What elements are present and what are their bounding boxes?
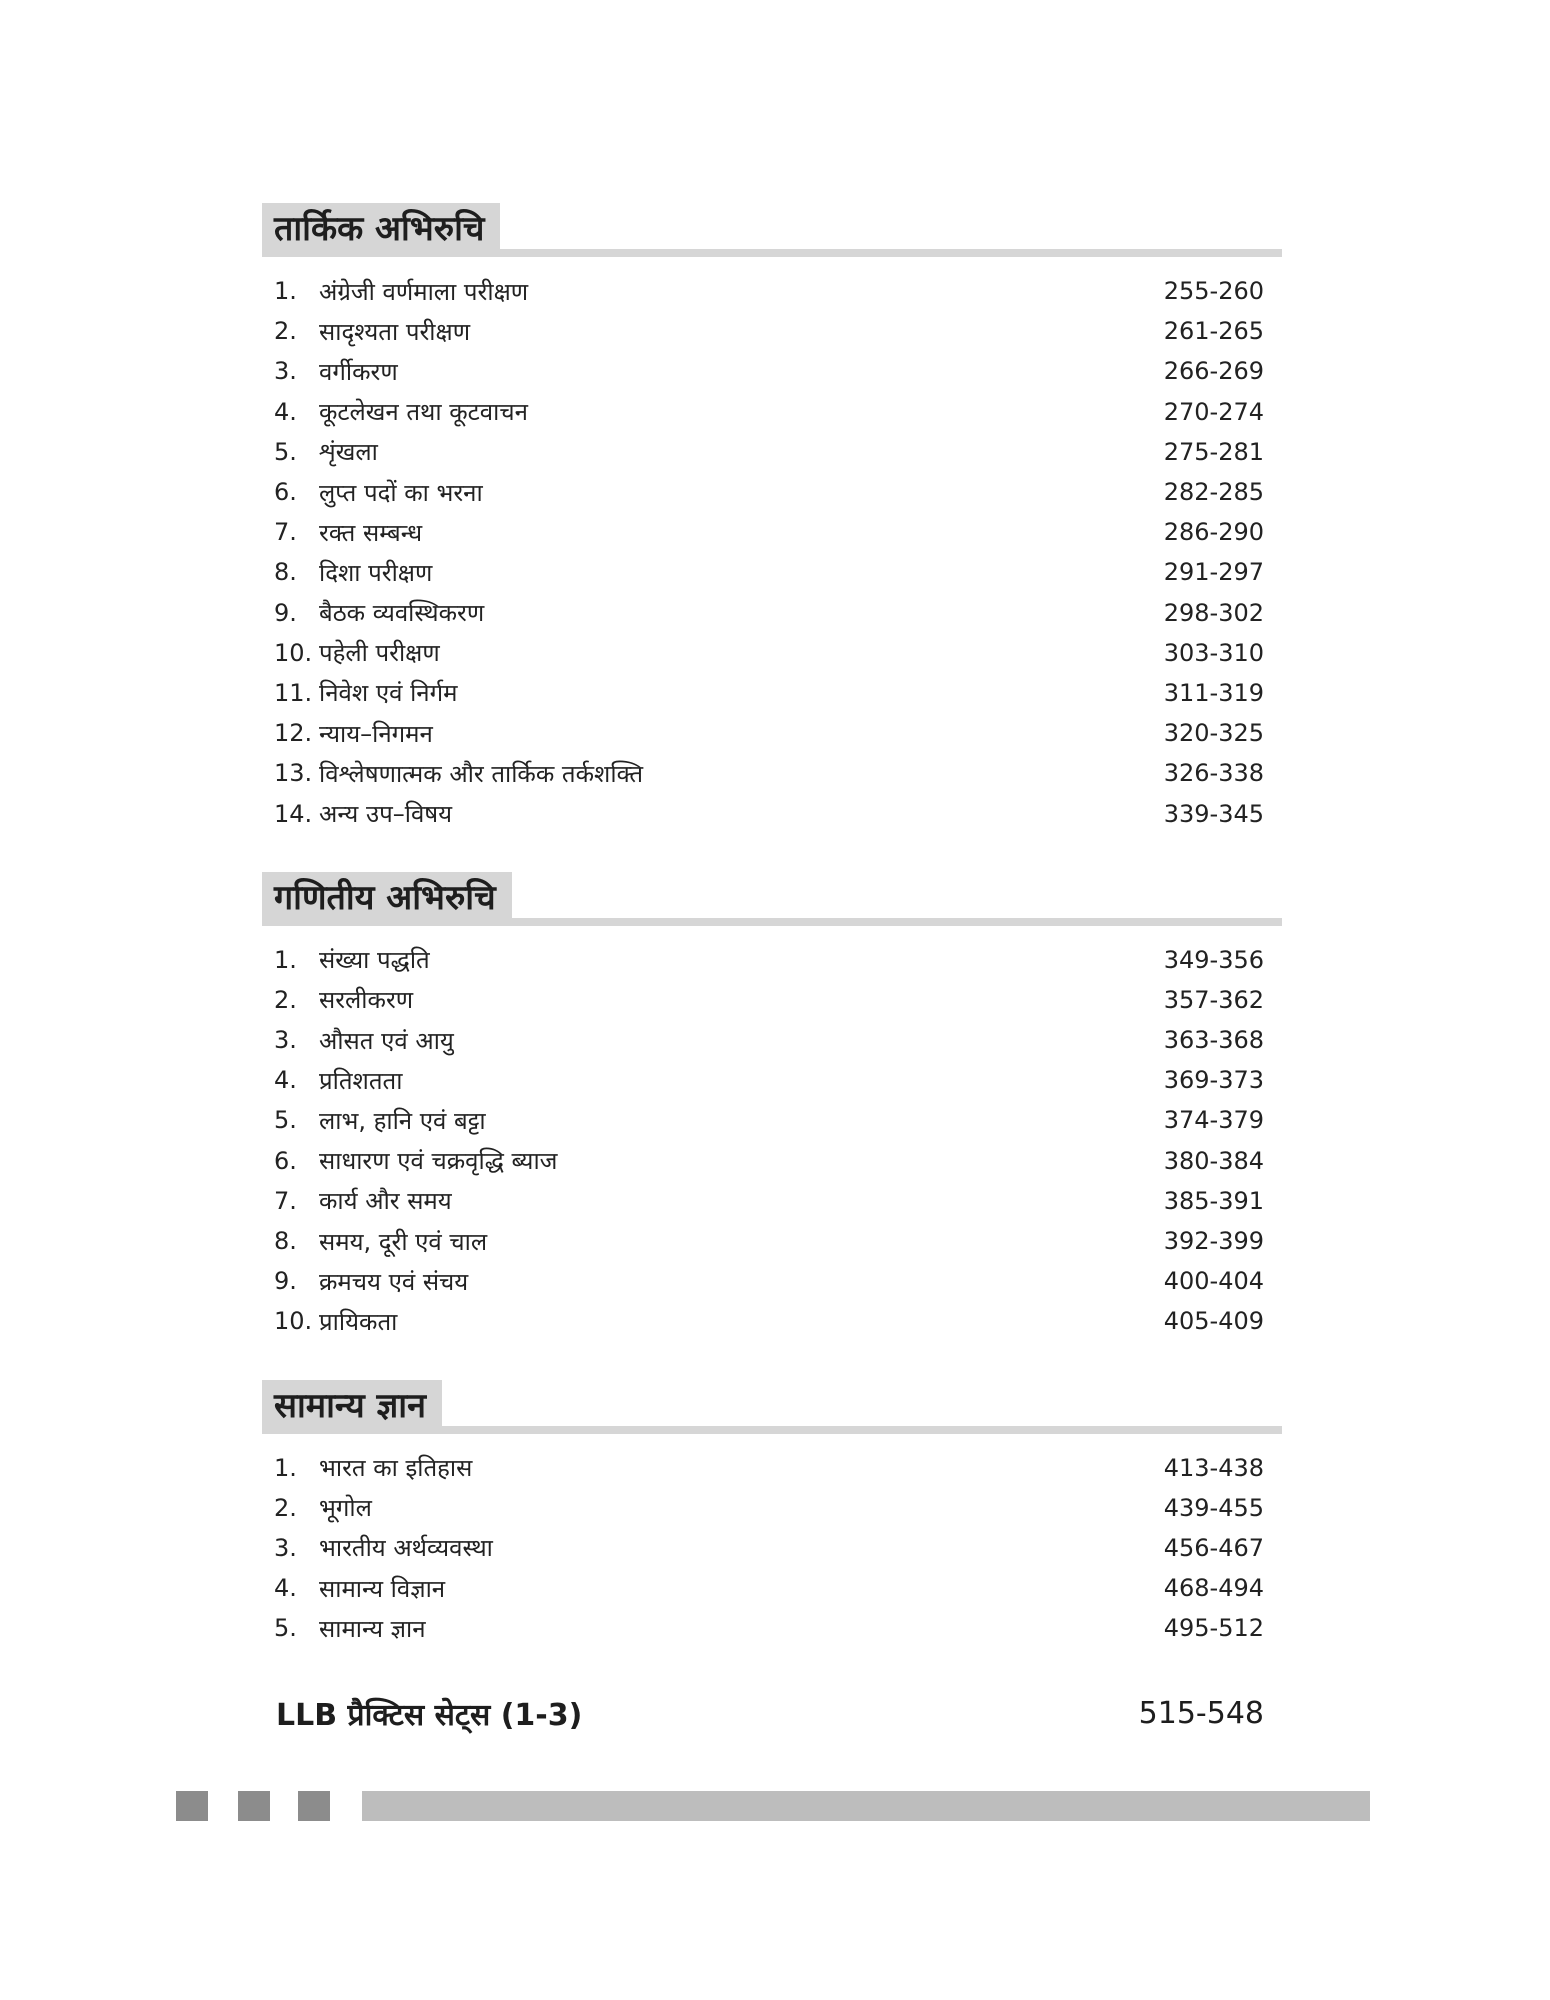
item-number: 2. [274,317,297,346]
list-item [262,472,1282,512]
item-number: 13. [274,759,313,788]
list-item [262,673,1282,713]
item-number: 6. [274,1146,297,1175]
item-number: 8. [274,558,297,587]
item-pages: 468-494 [1163,1574,1264,1603]
item-number: 4. [274,397,297,426]
item-label: औसत एवं आयु [319,1026,454,1055]
list-item [262,552,1282,592]
item-number: 5. [274,1614,297,1643]
item-pages: 261-265 [1163,317,1264,346]
section-header [262,872,1282,926]
footer-square [176,1791,208,1821]
item-label: वर्गीकरण [319,357,398,386]
item-label: न्याय–निगमन [319,719,433,748]
list-item [262,1060,1282,1100]
list-item [262,1568,1282,1608]
list-item [262,1448,1282,1488]
item-label: संख्या पद्धति [319,946,430,975]
item-number: 11. [274,678,313,707]
item-pages: 303-310 [1163,638,1264,667]
item-label: कूटलेखन तथा कूटवाचन [319,398,528,427]
item-pages: 275-281 [1163,437,1264,466]
list-item [262,432,1282,472]
item-number: 3. [274,1533,297,1562]
item-pages: 298-302 [1163,598,1264,627]
item-pages: 311-319 [1163,678,1264,707]
item-number: 1. [274,1453,297,1482]
list-item [262,1528,1282,1568]
item-label: शृंखला [319,438,378,467]
item-label: भूगोल [319,1494,372,1523]
item-pages: 495-512 [1163,1614,1264,1643]
topic-list [262,940,1282,1342]
list-item [262,271,1282,311]
item-number: 6. [274,478,297,507]
item-pages: 374-379 [1163,1106,1264,1135]
list-item [262,1181,1282,1221]
item-label: क्रमचय एवं संचय [319,1267,469,1296]
list-item [262,1608,1282,1648]
list-item [262,1100,1282,1140]
item-label: पहेली परीक्षण [319,639,440,668]
item-pages: 456-467 [1163,1533,1264,1562]
item-label: सामान्य विज्ञान [319,1574,446,1603]
practice-sets-label: LLB प्रैक्टिस सेट्स (1-3) [276,1697,583,1733]
item-label: दिशा परीक्षण [319,558,433,587]
item-number: 1. [274,277,297,306]
item-pages: 266-269 [1163,357,1264,386]
item-label: निवेश एवं निर्गम [319,679,458,708]
section-header [262,1380,1282,1434]
item-label: सरलीकरण [319,986,414,1015]
item-number: 4. [274,1066,297,1095]
list-item [262,512,1282,552]
item-number: 12. [274,719,313,748]
item-number: 9. [274,1267,297,1296]
item-number: 3. [274,357,297,386]
section-title: तार्किक अभिरुचि [262,203,500,257]
item-label: प्रतिशतता [319,1066,403,1095]
item-number: 3. [274,1026,297,1055]
practice-sets-entry [262,1686,1282,1740]
item-pages: 357-362 [1163,985,1264,1014]
item-number: 9. [274,598,297,627]
item-pages: 439-455 [1163,1493,1264,1522]
item-pages: 363-368 [1163,1026,1264,1055]
list-item [262,940,1282,980]
footer-bar [362,1791,1370,1821]
item-label: भारतीय अर्थव्यवस्था [319,1534,493,1563]
item-pages: 320-325 [1163,719,1264,748]
topic-list [262,271,1282,834]
item-number: 7. [274,1186,297,1215]
list-item [262,980,1282,1020]
list-item [262,793,1282,833]
item-pages: 400-404 [1163,1267,1264,1296]
list-item [262,593,1282,633]
item-pages: 385-391 [1163,1186,1264,1215]
item-pages: 339-345 [1163,799,1264,828]
item-number: 5. [274,1106,297,1135]
item-pages: 369-373 [1163,1066,1264,1095]
item-label: साधारण एवं चक्रवृद्धि ब्याज [319,1147,558,1176]
item-label: रक्त सम्बन्ध [319,518,423,547]
section-mathematical-aptitude [262,872,1282,1342]
list-item [262,1261,1282,1301]
list-item [262,713,1282,753]
item-pages: 282-285 [1163,478,1264,507]
item-label: विश्लेषणात्मक और तार्किक तर्कशक्ति [319,759,644,788]
item-pages: 326-338 [1163,759,1264,788]
list-item [262,1141,1282,1181]
item-label: भारत का इतिहास [319,1454,473,1483]
item-number: 7. [274,518,297,547]
footer-square [238,1791,270,1821]
section-logical-aptitude [262,203,1282,834]
list-item [262,311,1282,351]
item-number: 10. [274,638,313,667]
item-pages: 255-260 [1163,277,1264,306]
item-label: समय, दूरी एवं चाल [319,1227,488,1256]
item-label: अन्य उप–विषय [319,800,453,829]
item-pages: 286-290 [1163,518,1264,547]
list-item [262,1301,1282,1341]
item-pages: 413-438 [1163,1453,1264,1482]
item-number: 1. [274,945,297,974]
item-label: लुप्त पदों का भरना [319,478,483,507]
table-of-contents [262,203,1282,1740]
item-label: कार्य और समय [319,1187,452,1216]
practice-sets-pages: 515-548 [1138,1695,1264,1731]
item-pages: 380-384 [1163,1146,1264,1175]
section-header [262,203,1282,257]
item-pages: 392-399 [1163,1227,1264,1256]
item-number: 2. [274,1493,297,1522]
list-item [262,351,1282,391]
item-number: 10. [274,1307,313,1336]
item-label: सामान्य ज्ञान [319,1614,426,1643]
list-item [262,753,1282,793]
list-item [262,633,1282,673]
item-number: 8. [274,1227,297,1256]
item-pages: 291-297 [1163,558,1264,587]
item-label: लाभ, हानि एवं बट्टा [319,1106,486,1135]
section-title: गणितीय अभिरुचि [262,872,512,926]
item-label: प्रायिकता [319,1307,398,1336]
item-pages: 405-409 [1163,1307,1264,1336]
topic-list [262,1448,1282,1649]
list-item [262,1221,1282,1261]
section-general-knowledge [262,1380,1282,1649]
list-item [262,392,1282,432]
item-pages: 270-274 [1163,397,1264,426]
item-number: 4. [274,1574,297,1603]
item-label: सादृश्यता परीक्षण [319,317,471,346]
footer-square [298,1791,330,1821]
item-pages: 349-356 [1163,945,1264,974]
item-label: अंग्रेजी वर्णमाला परीक्षण [319,277,529,306]
list-item [262,1488,1282,1528]
item-number: 14. [274,799,313,828]
item-number: 2. [274,985,297,1014]
item-number: 5. [274,437,297,466]
section-title: सामान्य ज्ञान [262,1380,442,1434]
item-label: बैठक व्यवस्थिकरण [319,599,485,628]
list-item [262,1020,1282,1060]
